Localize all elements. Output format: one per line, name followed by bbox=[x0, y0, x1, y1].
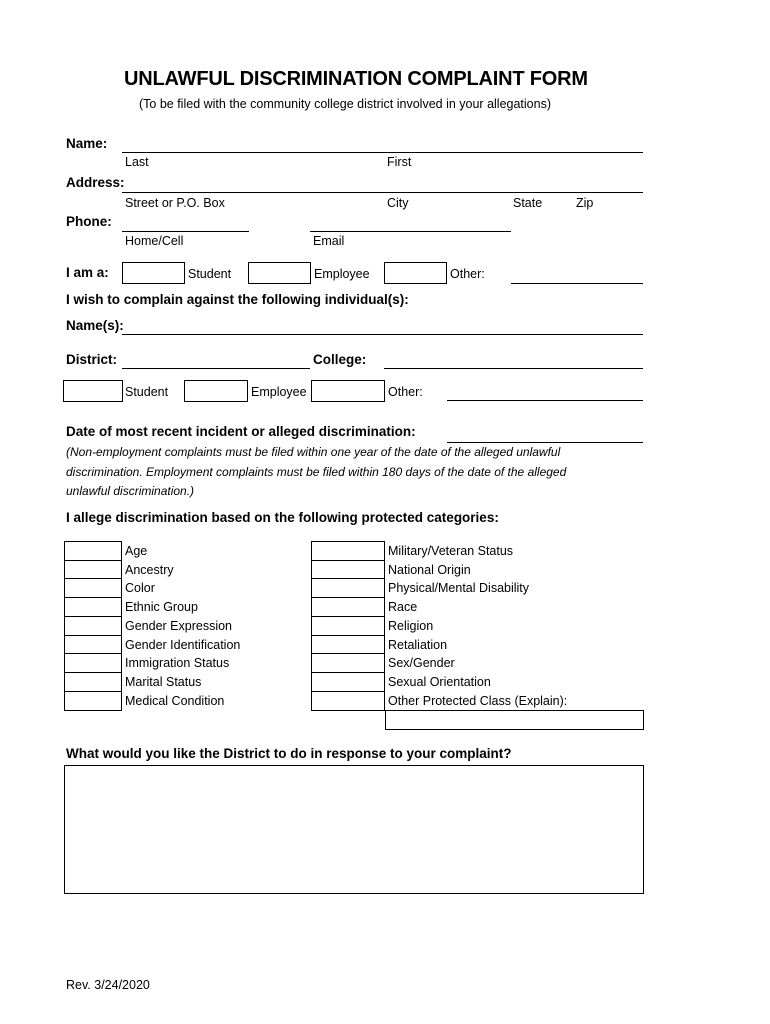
category-label: Gender Expression bbox=[125, 618, 233, 633]
respondent-names-label: Name(s): bbox=[66, 318, 124, 333]
name-label: Name: bbox=[66, 136, 108, 151]
category-label: Military/Veteran Status bbox=[388, 544, 514, 558]
category-checkbox[interactable] bbox=[311, 691, 385, 711]
respondent-heading: I wish to complain against the following individual(s): bbox=[66, 292, 409, 307]
name-input-line[interactable] bbox=[122, 152, 643, 153]
category-checkbox[interactable] bbox=[311, 560, 385, 580]
incident-date-label: Date of most recent incident or alleged discrimination: bbox=[66, 424, 416, 439]
state-label: State bbox=[513, 196, 543, 210]
complainant-other-label: Other: bbox=[450, 267, 485, 281]
college-input-line[interactable] bbox=[384, 368, 643, 369]
category-label: Religion bbox=[388, 618, 434, 633]
category-checkbox[interactable] bbox=[311, 578, 385, 598]
response-textarea[interactable] bbox=[64, 765, 644, 894]
revision-date: Rev. 3/24/2020 bbox=[66, 978, 150, 992]
category-label: National Origin bbox=[388, 562, 471, 577]
respondent-employee-label: Employee bbox=[251, 385, 307, 399]
form-title: UNLAWFUL DISCRIMINATION COMPLAINT FORM bbox=[124, 68, 588, 90]
note-line-1: (Non-employment complaints must be filed within one year of the date of the alleged unlawful bbox=[66, 445, 561, 459]
category-label: Sex/Gender bbox=[388, 656, 455, 671]
category-checkbox[interactable] bbox=[311, 541, 385, 561]
iama-label: I am a: bbox=[66, 265, 109, 280]
category-label: Physical/Mental Disability bbox=[388, 581, 530, 596]
category-checkbox[interactable] bbox=[64, 578, 122, 598]
other-class-explain-input[interactable] bbox=[385, 710, 644, 730]
category-label: Other Protected Class (Explain): bbox=[388, 693, 568, 708]
category-label: Race bbox=[388, 600, 418, 615]
category-label: Marital Status bbox=[125, 674, 202, 689]
category-checkbox[interactable] bbox=[64, 616, 122, 636]
category-checkbox[interactable] bbox=[311, 672, 385, 692]
complainant-employee-label: Employee bbox=[314, 267, 370, 281]
email-label: Email bbox=[313, 234, 345, 248]
phone-input-line[interactable] bbox=[122, 231, 249, 232]
complainant-other-checkbox[interactable] bbox=[384, 262, 447, 284]
category-checkbox[interactable] bbox=[64, 691, 122, 711]
district-label: District: bbox=[66, 352, 118, 367]
address-label: Address: bbox=[66, 175, 125, 190]
category-label: Age bbox=[125, 544, 148, 558]
homecell-label: Home/Cell bbox=[125, 234, 184, 248]
form-subtitle: (To be filed with the community college district involved in your allegations) bbox=[139, 97, 551, 111]
categories-heading: I allege discrimination based on the following protected categories: bbox=[66, 510, 499, 525]
category-checkbox[interactable] bbox=[64, 541, 122, 561]
note-line-2: discrimination. Employment complaints must be filed within 180 days of the date of the alleged bbox=[66, 464, 567, 479]
category-label: Sexual Orientation bbox=[388, 674, 491, 689]
respondent-other-checkbox[interactable] bbox=[311, 380, 385, 402]
category-checkbox[interactable] bbox=[64, 635, 122, 655]
category-checkbox[interactable] bbox=[311, 653, 385, 673]
college-label: College: bbox=[313, 352, 367, 367]
category-label: Retaliation bbox=[388, 637, 448, 652]
category-checkbox[interactable] bbox=[64, 653, 122, 673]
respondent-other-label: Other: bbox=[388, 385, 423, 399]
category-checkbox[interactable] bbox=[311, 597, 385, 617]
first-label: First bbox=[387, 155, 412, 169]
category-label: Ancestry bbox=[125, 562, 174, 577]
category-checkbox[interactable] bbox=[311, 616, 385, 636]
district-input-line[interactable] bbox=[122, 368, 310, 369]
phone-label: Phone: bbox=[66, 214, 112, 229]
category-checkbox[interactable] bbox=[64, 597, 122, 617]
respondent-employee-checkbox[interactable] bbox=[184, 380, 248, 402]
response-question: What would you like the District to do in response to your complaint? bbox=[66, 746, 512, 761]
email-input-line[interactable] bbox=[310, 231, 511, 232]
complainant-other-input-line[interactable] bbox=[511, 283, 643, 284]
respondent-student-label: Student bbox=[125, 385, 169, 399]
category-checkbox[interactable] bbox=[64, 560, 122, 580]
category-label: Gender Identification bbox=[125, 637, 241, 652]
filing-deadline-note bbox=[66, 443, 666, 502]
respondent-names-input-line[interactable] bbox=[122, 334, 643, 335]
respondent-other-input-line[interactable] bbox=[447, 400, 643, 401]
street-label: Street or P.O. Box bbox=[125, 196, 225, 210]
complainant-student-label: Student bbox=[188, 267, 232, 281]
city-label: City bbox=[387, 196, 409, 210]
category-label: Immigration Status bbox=[125, 656, 230, 671]
category-checkbox[interactable] bbox=[64, 672, 122, 692]
zip-label: Zip bbox=[576, 196, 594, 210]
last-label: Last bbox=[125, 155, 149, 169]
address-input-line[interactable] bbox=[122, 192, 643, 193]
respondent-student-checkbox[interactable] bbox=[63, 380, 123, 402]
category-label: Ethnic Group bbox=[125, 600, 198, 615]
note-line-3: unlawful discrimination.) bbox=[66, 484, 195, 498]
category-label: Color bbox=[125, 581, 155, 596]
complainant-student-checkbox[interactable] bbox=[122, 262, 185, 284]
complainant-employee-checkbox[interactable] bbox=[248, 262, 311, 284]
category-checkbox[interactable] bbox=[311, 635, 385, 655]
category-label: Medical Condition bbox=[125, 693, 225, 708]
